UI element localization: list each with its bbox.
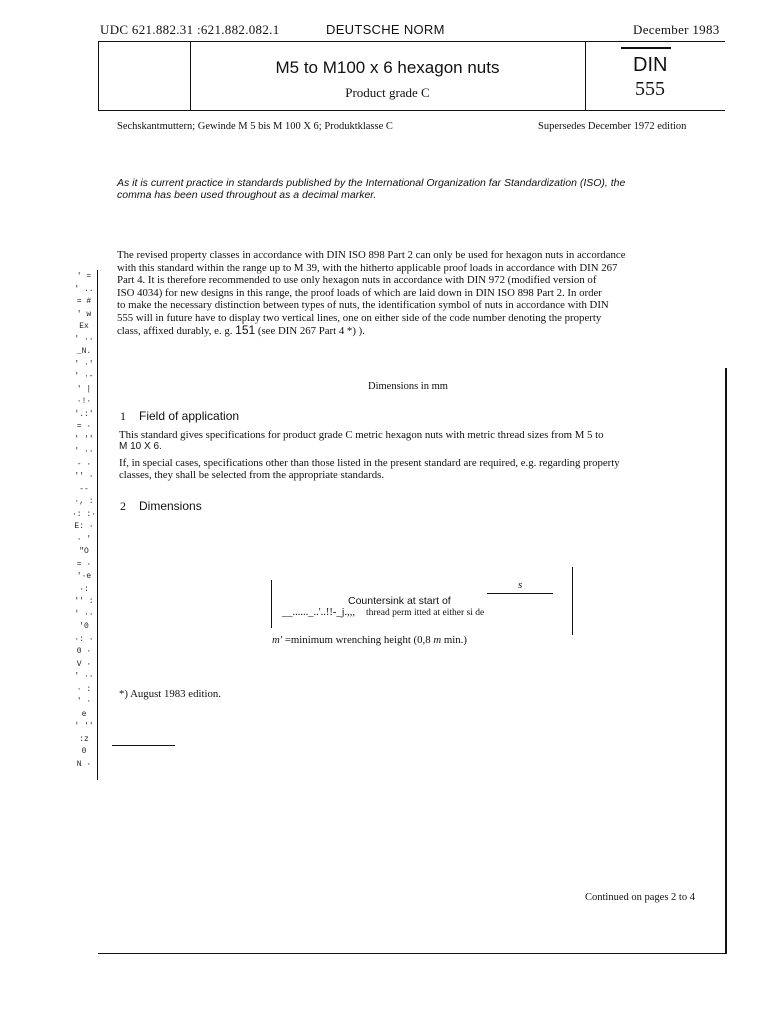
margin-mark: V ·	[76, 659, 92, 669]
margin-mark: ' ··	[74, 334, 94, 344]
section1-para2-line1: If, in special cases, specifications other than those listed in the present standard are required, e.g. regarding property	[119, 457, 620, 469]
margin-mark: = ·	[76, 559, 92, 569]
intro-line: to make the necessary distinction between types of nuts, the identification symbol of nuts in accordance with DIN	[117, 299, 609, 311]
margin-mark: ' ..	[74, 284, 94, 294]
intro-line: 555 will in future have to display two vertical lines, one on either side of the code number denoting the property	[117, 311, 602, 324]
margin-mark: = #	[76, 297, 92, 306]
margin-mark: ' ··	[74, 609, 94, 619]
margin-mark: Ex	[79, 322, 89, 331]
section1-para2-line2: classes, they shall be selected from the appropriate standards.	[119, 469, 385, 481]
decimal-note-line2: comma has been used throughout as a decimal marker.	[117, 189, 377, 201]
margin-mark: ' ·	[76, 697, 92, 706]
intro-line: with this standard within the range up to M 39, with the hitherto applicable proof loads in accordance with DIN 267	[117, 261, 618, 274]
countersink-label-line2: thread perm itted at either si de	[366, 608, 485, 618]
margin-mark: · :	[76, 684, 92, 694]
m-prime-note	[272, 634, 467, 647]
s-dimension-label: s	[518, 579, 523, 591]
margin-mark: '0	[79, 622, 89, 631]
margin-mark: "O	[79, 547, 89, 556]
din-label: DIN	[633, 54, 668, 76]
din-number: 555	[635, 78, 665, 100]
decimal-note-line1: As it is current practice in standards published by the International Organization far Standardization (ISO), the	[117, 177, 626, 189]
section2-number: 2	[120, 499, 126, 513]
figure-left-rule	[271, 580, 272, 628]
continued-note: Continued on pages 2 to 4	[585, 892, 695, 903]
m-prime-text: =minimum wrenching height (0,8	[284, 634, 431, 646]
margin-mark: ' w	[76, 309, 92, 319]
section1-para1-line2: M 10 X 6.	[119, 441, 162, 452]
margin-mark: ' ·'	[74, 359, 94, 369]
margin-mark: ' ''	[74, 722, 94, 731]
margin-mark: e	[81, 709, 87, 719]
margin-mark: 0	[81, 747, 87, 756]
supersedes-note: Supersedes December 1972 edition	[538, 121, 687, 132]
dimensions-caption: Dimensions in mm	[368, 381, 448, 392]
intro-line: The revised property classes in accordance with DIN ISO 898 Part 2 can only be used for hexagon nuts in accordance	[117, 249, 626, 261]
intro-line: Part 4. It is therefore recommended to use only hexagon nuts in accordance with DIN 972 (modified version of	[117, 274, 597, 286]
intro-line: ISO 4034) for new designs in this range, the proof loads of which are laid down in DIN ISO 898 Part 2. In order	[117, 286, 602, 299]
m-suffix: min.)	[443, 634, 467, 646]
title-frame-divider-right	[585, 41, 586, 111]
margin-mark: --	[79, 484, 89, 494]
margin-mark: - ·	[76, 459, 92, 469]
margin-mark: '·e	[76, 572, 92, 581]
marking-example: 151	[235, 323, 256, 337]
margin-mark: '' :	[74, 597, 94, 606]
intro-last-prefix: class, affixed durably, e. g.	[117, 325, 233, 337]
margin-mark: ·!·	[76, 397, 92, 406]
margin-mark: ' =	[76, 272, 92, 281]
margin-mark: 0 ·	[76, 647, 92, 656]
m-symbol: m	[433, 634, 442, 646]
footnote-rule	[112, 745, 175, 746]
udc-code: UDC 621.882.31 :621.882.082.1	[100, 22, 280, 37]
margin-mark: ' ''	[74, 434, 94, 444]
margin-mark: N ·	[76, 759, 92, 769]
intro-line-last	[117, 324, 717, 338]
margin-mark: ' ·-	[74, 372, 94, 381]
product-grade: Product grade C	[345, 85, 430, 100]
margin-mark: ·, :	[74, 497, 94, 506]
intro-last-suffix: (see DIN 267 Part 4 *) ).	[257, 325, 365, 337]
document-title: M5 to M100 x 6 hexagon nuts	[275, 58, 500, 77]
intro-paragraph	[117, 249, 717, 338]
german-title: Sechskantmuttern; Gewinde M 5 bis M 100 X 6; Produktklasse C	[117, 121, 393, 132]
section2-heading: Dimensions	[139, 499, 202, 513]
issue-date: December 1983	[633, 22, 720, 37]
right-margin-rule	[725, 368, 727, 954]
title-frame-left	[98, 41, 99, 111]
margin-mark: '.:'	[74, 409, 94, 419]
margin-scan-marks	[72, 272, 96, 777]
margin-mark: ·: ·	[74, 634, 94, 644]
footnote: *) August 1983 edition.	[119, 688, 221, 700]
header-rule	[98, 41, 725, 42]
section1-heading: Field of application	[139, 409, 240, 423]
margin-mark: ·:	[79, 584, 89, 594]
m-prime-symbol: m'	[272, 634, 283, 646]
bottom-rule	[98, 953, 727, 954]
margin-mark: _N.	[76, 347, 92, 356]
norm-label: DEUTSCHE NORM	[326, 22, 445, 37]
margin-mark: ' ··	[74, 672, 94, 681]
section1-para1-line1: This standard gives specifications for product grade C metric hexagon nuts with metric thread sizes from M 5 to	[119, 429, 604, 441]
figure-right-rule	[572, 567, 573, 635]
margin-mark: = ·	[76, 422, 92, 431]
margin-mark: ·: :·	[72, 509, 97, 519]
left-margin-rule	[97, 270, 98, 780]
section1-number: 1	[120, 409, 126, 423]
countersink-label: Countersink at start of	[348, 595, 451, 607]
margin-mark: ' |	[76, 384, 92, 394]
s-dimension-line	[487, 593, 553, 594]
title-frame-bottom	[98, 110, 725, 111]
countersink-dashes: __......_..'..!!-_j.,,,	[282, 607, 356, 618]
margin-mark: :z	[79, 734, 89, 744]
din-overline	[621, 47, 671, 49]
margin-mark: ' ··	[74, 447, 94, 456]
margin-mark: · '	[76, 534, 92, 544]
margin-mark: E: ·	[74, 522, 94, 531]
margin-mark: '' ·	[74, 472, 94, 481]
